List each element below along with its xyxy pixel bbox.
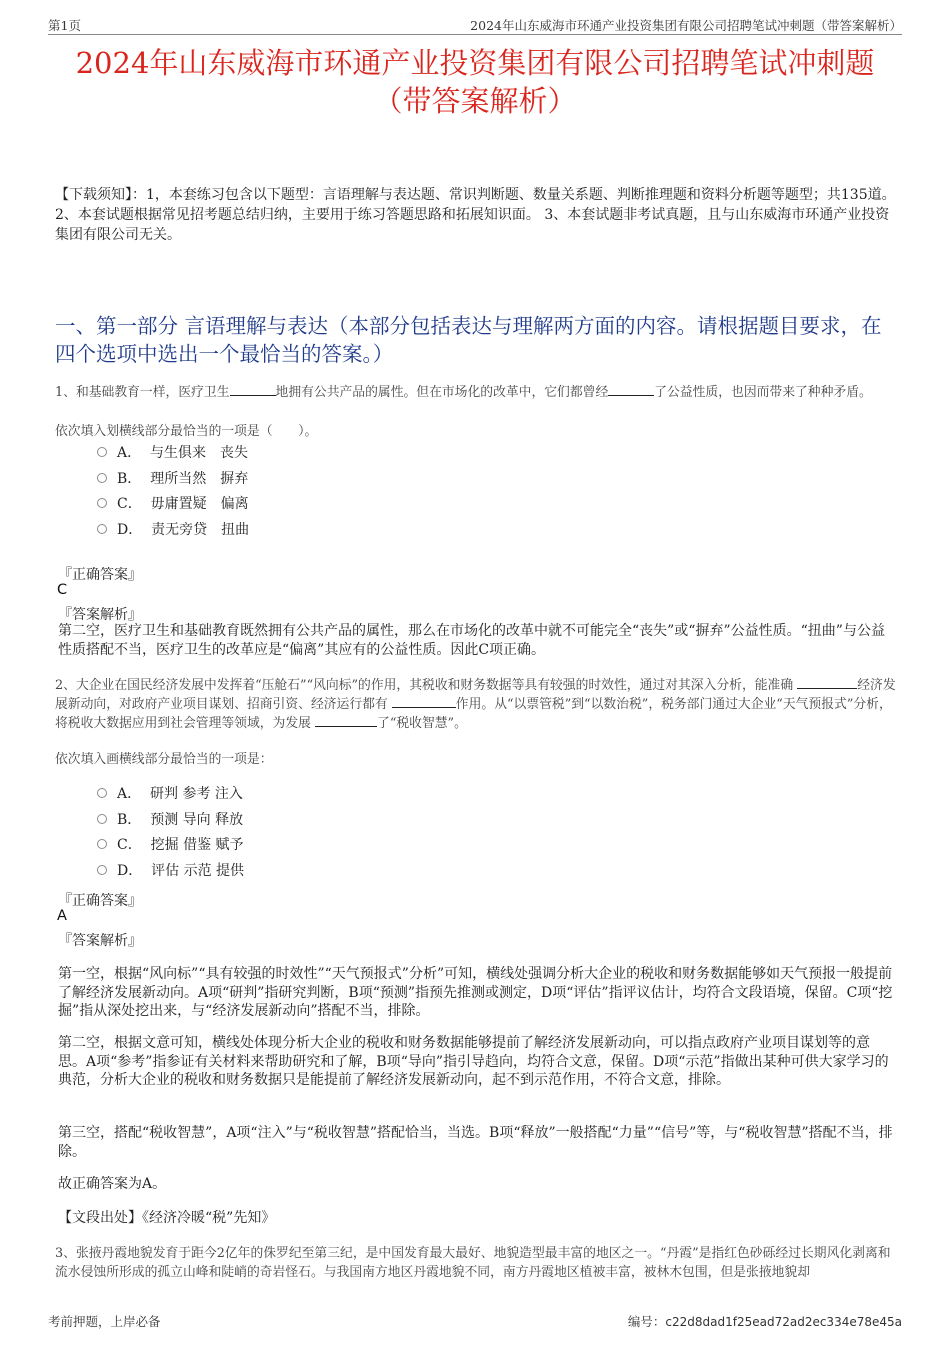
radio-icon[interactable] xyxy=(97,814,107,824)
option-d[interactable]: D． 责无旁贷 扭曲 xyxy=(97,518,249,544)
option-c[interactable]: C． 挖掘 借鉴 赋予 xyxy=(97,833,244,859)
radio-icon[interactable] xyxy=(97,788,107,798)
footer-slogan: 考前押题，上岸必备 xyxy=(48,1314,161,1329)
source-line xyxy=(58,1209,896,1228)
radio-icon[interactable] xyxy=(97,498,107,508)
option-a[interactable]: A． 与生俱来 丧失 xyxy=(97,441,249,467)
radio-icon[interactable] xyxy=(97,447,107,457)
blank xyxy=(608,395,654,396)
answer-value: C xyxy=(57,582,68,598)
source-title: 《经济冷暖“税”先知》 xyxy=(142,1210,276,1226)
radio-icon[interactable] xyxy=(97,524,107,534)
radio-icon[interactable] xyxy=(97,839,107,849)
analysis-paragraph-1: 第一空，根据“风向标”“具有较强的时效性”“天气预报式”分析”可知，横线处强调分析大企业的税收和财务数据能够如天气预报一般提前了解经济发展新动向。A项“研判”指研究判断，B项“预测”指预先推测或测定，D项“评估”指评议估计，均符合文段语境，保留。C项“挖掘”指从深处挖出来，与“经济发展新动向”搭配不当，排除。 xyxy=(58,966,893,1019)
question-3-stem: 3、张掖丹霞地貌发育于距今2亿年的侏罗纪至第三纪，是中国发育最大最好、地貌造型最丰富的地区之一。“丹霞”是指红色砂砾经过长期风化剥离和流水侵蚀所形成的孤立山峰和陡峭的奇岩怪石。与我国南方地区丹霞地貌不同，南方丹霞地区植被丰富，被林木包围，但是张掖地貌却 xyxy=(55,1246,891,1280)
answer-label: 『正确答案』 xyxy=(58,567,142,583)
radio-icon[interactable] xyxy=(97,473,107,483)
question-2-stem: 2、大企业在国民经济发展中发挥着“压舱石”“风向标”的作用，其税收和财务数据等具有较强的时效性，通过对其深入分析，能准确 经济发展新动向，对政府产业项目谋划、招商引资、经济运行都有 作用。从“以票管税”到“以数治税”，税务部门通过大企业“天气预报式”分析，将税收大数据应用到社会管理等领域，为发展 了“税收智慧”。 xyxy=(55,678,896,731)
analysis-text: 第二空，医疗卫生和基础教育既然拥有公共产品的属性，那么在市场化的改革中就不可能完全“丧失”或“摒弃”公益性质。“扭曲”与公益性质搭配不当，医疗卫生的改革应是“偏离”其应有的公益性质。因此C项正确。 xyxy=(58,623,885,658)
analysis-label: 『答案解析』 xyxy=(58,607,142,623)
option-b[interactable]: B． 预测 导向 释放 xyxy=(97,808,244,834)
section-heading: 一、第一部分 言语理解与表达（本部分包括表达与理解两方面的内容。请根据题目要求，在四个选项中选出一个最恰当的答案。） xyxy=(55,314,882,366)
blank xyxy=(315,726,377,727)
title-line-2: （带答案解析） xyxy=(373,84,577,118)
source-label: 【文段出处】 xyxy=(58,1210,142,1226)
question-1-stem: 1、和基础教育一样，医疗卫生 地拥有公共产品的属性。但在市场化的改革中，它们都曾经 了公益性质，也因而带来了种种矛盾。 xyxy=(55,385,872,400)
blank xyxy=(392,707,456,708)
option-a[interactable]: A． 研判 参考 注入 xyxy=(97,782,244,808)
option-c[interactable]: C． 毋庸置疑 偏离 xyxy=(97,492,249,518)
page-title xyxy=(40,44,910,120)
download-notice: 【下载须知】：1，本套练习包含以下题型：言语理解与表达题、常识判断题、数量关系题、判断推理题和资料分析题等题型；共135道。 2、本套试题根据常见招考题总结归纳，主要用于练习答题思路和拓展知识面。 3、本套试题非考试真题，且与山东威海市环通产业投资集团有限公司无关。 xyxy=(55,187,896,243)
page-number: 第1页 xyxy=(48,18,81,33)
blank xyxy=(797,688,857,689)
title-line-1: 2024年山东威海市环通产业投资集团有限公司招聘笔试冲刺题 xyxy=(75,46,875,80)
option-d[interactable]: D． 评估 示范 提供 xyxy=(97,859,244,885)
analysis-label: 『答案解析』 xyxy=(58,933,142,949)
question-2-options xyxy=(97,782,244,884)
analysis-paragraph-3: 第三空，搭配“税收智慧”，A项“注入”与“税收智慧”搭配恰当，当选。B项“释放”一般搭配“力量”“信号”等，与“税收智慧”搭配不当，排除。 xyxy=(58,1125,893,1160)
radio-icon[interactable] xyxy=(97,865,107,875)
blank xyxy=(230,395,276,396)
option-b[interactable]: B． 理所当然 摒弃 xyxy=(97,467,249,493)
page-header xyxy=(48,14,902,35)
answer-label: 『正确答案』 xyxy=(58,893,142,909)
question-1-instruction: 依次填入划横线部分最恰当的一项是（ ）。 xyxy=(55,424,318,439)
analysis-paragraph-2: 第二空，根据文意可知，横线处体现分析大企业的税收和财务数据能够提前了解经济发展新动向，可以指点政府产业项目谋划等的意思。A项“参考”指参证有关材料来帮助研究和了解，B项“导向”指引导趋向，均符合文意，保留。D项“示范”指做出某种可供大家学习的典范，分析大企业的税收和财务数据只是能提前了解经济发展新动向，起不到示范作用，不符合文意，排除。 xyxy=(58,1035,889,1088)
footer-code: 编号：c22d8dad1f25ead72ad2ec334e78e45a xyxy=(627,1314,902,1329)
question-2-instruction: 依次填入画横线部分最恰当的一项是： xyxy=(55,752,273,767)
question-1-options xyxy=(97,441,249,543)
conclusion: 故正确答案为A。 xyxy=(58,1176,167,1192)
answer-value: A xyxy=(57,908,67,924)
header-doc-title: 2024年山东威海市环通产业投资集团有限公司招聘笔试冲刺题（带答案解析） xyxy=(470,18,902,33)
